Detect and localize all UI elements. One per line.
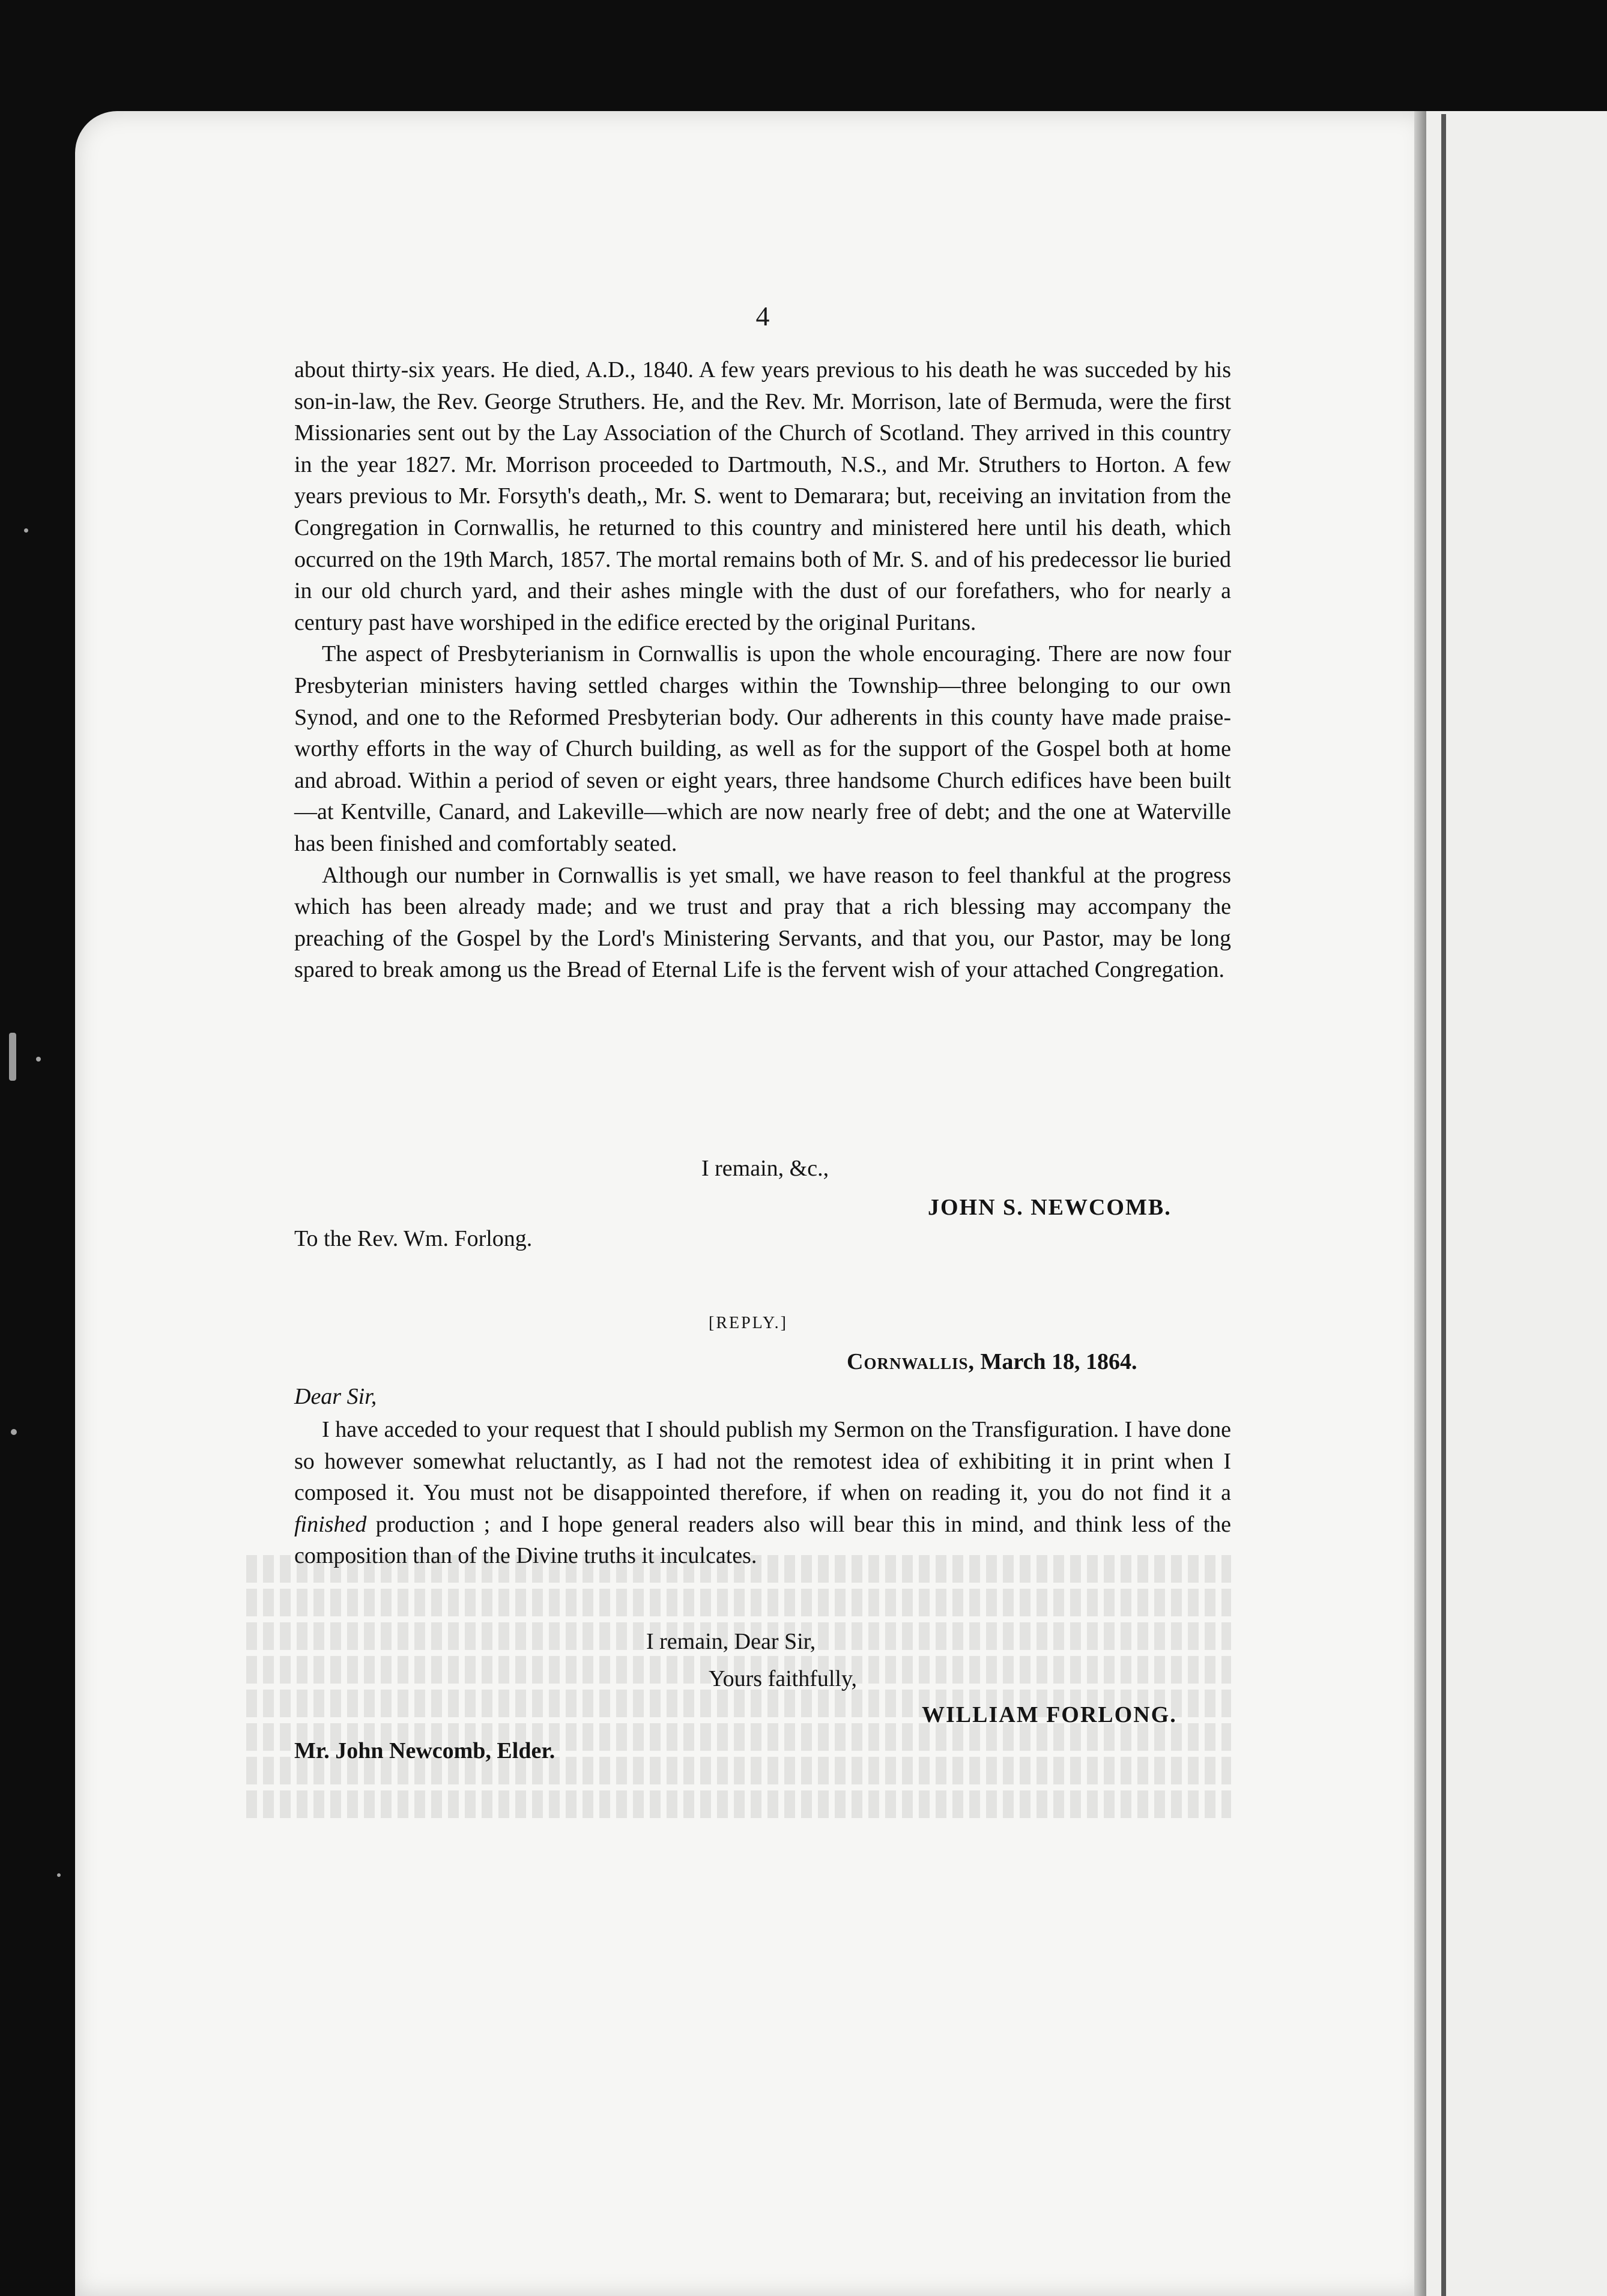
- reply-dateline-place: Cornwallis,: [847, 1349, 975, 1374]
- scan-speck: [36, 1057, 41, 1062]
- letter-paragraph-3: Although our number in Cornwallis is yet small, we have reason to feel thankful at the progress which has been already made; and we trust and pray that a rich blessing may accompany the preaching of the Gospel by the Lord's Ministering Servants, and that you, our Pastor, may be long spared to break among us the Bread of Eternal Life is the fervent wish of your attached Congregation.: [294, 862, 1231, 983]
- letter-body: [294, 354, 1231, 986]
- facing-page-shadow: [1441, 114, 1446, 2296]
- page-number: 4: [755, 301, 770, 331]
- reply-heading: [REPLY.]: [709, 1314, 788, 1332]
- scan-speck: [57, 1873, 61, 1877]
- facing-page-edge: [1426, 111, 1607, 2296]
- scan-speck: [11, 1429, 17, 1435]
- letter-addressee: To the Rev. Wm. Forlong.: [294, 1226, 533, 1251]
- reply-text-part-2: production ; and I hope general readers also will bear this in mind, and think less of the composition than of the Divine truths it inculcates.: [294, 1511, 1232, 1569]
- reply-paragraph: [294, 1414, 1231, 1572]
- letter-signature: JOHN S. NEWCOMB.: [928, 1195, 1172, 1220]
- reply-closing-1: I remain, Dear Sir,: [646, 1629, 816, 1654]
- letter-paragraph-2: The aspect of Presbyterianism in Cornwallis is upon the whole encouraging. There are now four Presbyterian ministers having settled charges within the Township—three belonging to our own Synod, and one to the Reformed Presbyterian body. Our adherents in this county have made praise-worthy efforts in the way of Church building, as well as for the support of the Gospel both at home and abroad. Within a period of seven or eight years, three handsome Church edifices have been built—at Kentville, Canard, and Lakeville—which are now nearly free of debt; and the one at Waterville has been finished and comfortably seated.: [294, 641, 1231, 856]
- letter-paragraph-1: about thirty-six years. He died, A.D., 1840. A few years previous to his death he was succeded by his son-in-law, the Rev. George Struthers. He, and the Rev. Mr. Morrison, late of Bermuda, were the first Missionaries sent out by the Lay Association of the Church of Scotland. They arrived in this country in the year 1827. Mr. Morrison proceeded to Dartmouth, N.S., and Mr. Struthers to Horton. A few years previous to Mr. Forsyth's death,, Mr. S. went to Demarara; but, receiving an invitation from the Congregation in Cornwallis, he returned to this country and ministered here until his death, which occurred on the 19th March, 1857. The mortal remains both of Mr. S. and of his predecessor lie buried in our old church yard, and their ashes mingle with the dust of our forefathers, who for nearly a century past have worshiped in the edifice erected by the original Puritans.: [294, 357, 1231, 635]
- reply-dateline: [847, 1346, 1137, 1377]
- scan-speck: [24, 528, 28, 533]
- reply-body: [294, 1414, 1231, 1572]
- reply-text-part-1: I have acceded to your request that I should publish my Sermon on the Transfiguration. I have done so however somewhat reluctantly, as I had not the remotest idea of exhibiting it in print when I composed it. You must not be disappointed therefore, if when on reading it, you do not find it a: [294, 1417, 1231, 1506]
- reply-signature: WILLIAM FORLONG.: [922, 1702, 1177, 1727]
- reply-text-italic: finished: [294, 1511, 367, 1537]
- reply-dateline-date: March 18, 1864.: [980, 1349, 1137, 1374]
- scan-speck: [9, 1033, 16, 1081]
- reply-closing-2: Yours faithfully,: [709, 1666, 858, 1691]
- reply-salutation: Dear Sir,: [294, 1384, 377, 1409]
- page-gutter: [1414, 111, 1426, 2296]
- reply-addressee: Mr. John Newcomb, Elder.: [294, 1738, 555, 1763]
- letter-closing: I remain, &c.,: [701, 1156, 829, 1181]
